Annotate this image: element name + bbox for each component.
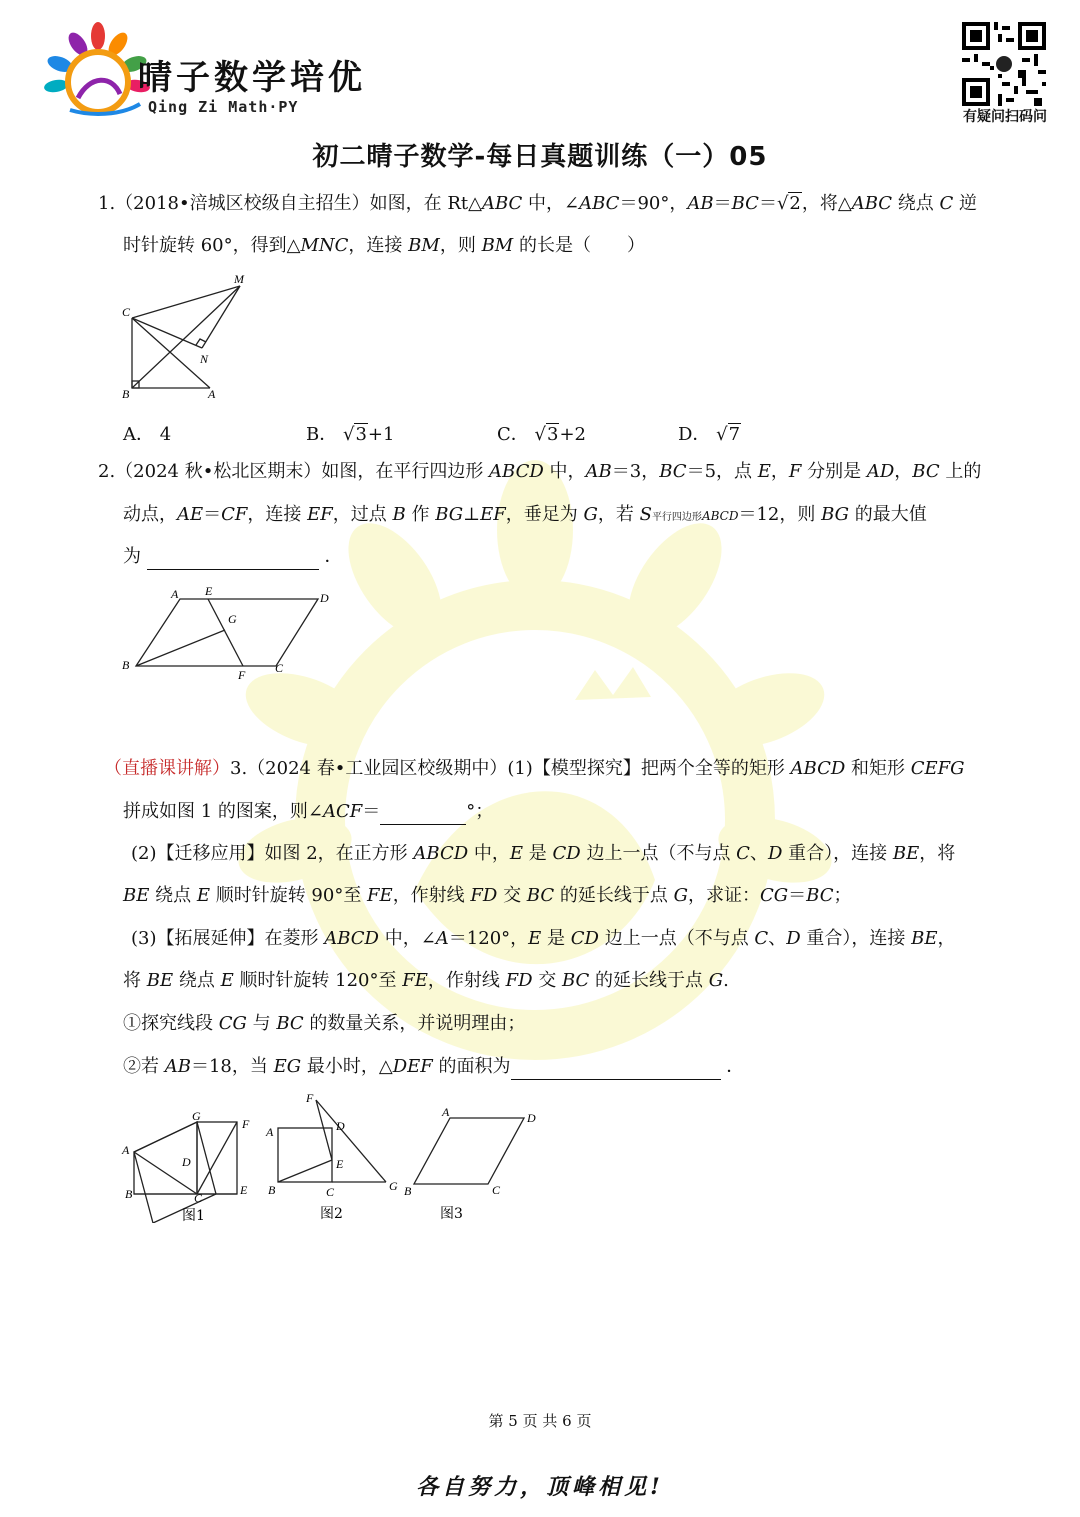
q2-line-2: 动点，AE＝CF，连接 EF，过点 B 作 BG⊥EF，垂足为 G，若 S平行四边形ABCD＝12，则 BG 的最大值 — [123, 504, 927, 525]
brand-name: 晴子数学培优 — [138, 58, 366, 98]
fig1-label-d: D — [182, 1155, 191, 1169]
q1-label-m: M — [234, 272, 244, 286]
fig2-label-g: G — [389, 1179, 398, 1193]
fig1-label-b: B — [125, 1187, 133, 1201]
q2-label-g: G — [228, 612, 237, 626]
q1-label-c: C — [122, 305, 131, 319]
q2-figure — [118, 582, 338, 682]
fig2-label-e: E — [336, 1157, 344, 1171]
page-title: 初二晴子数学-每日真题训练（一）05 — [312, 142, 768, 172]
q3-live-tag: （直播课讲解） — [104, 758, 230, 779]
q3-figure-1 — [118, 1108, 258, 1223]
q3-line-4: BE 绕点 E 顺时针旋转 90°至 FE，作射线 FD 交 BC 的延长线于点 G，求证：CG＝BC； — [123, 885, 852, 906]
fig1-label-c: C — [194, 1191, 203, 1205]
q2-label-f: F — [238, 668, 246, 682]
q3-line-2: 拼成如图 1 的图案，则∠ACF＝ °； — [123, 800, 493, 825]
q2-label-e: E — [205, 584, 213, 598]
motto: 各自努力，顶峰相见! — [416, 1474, 664, 1500]
q3-line-3: (2)【迁移应用】如图 2，在正方形 ABCD 中，E 是 CD 边上一点（不与点 C、D 重合），连接 BE，将 — [131, 843, 956, 864]
q3-line-8: ②若 AB＝18，当 EG 最小时，△DEF 的面积为 ． — [123, 1055, 744, 1080]
q1-choice-b[interactable]: B． √3+1 — [306, 424, 395, 445]
qr-caption: 有疑问扫码问 — [963, 109, 1047, 125]
q2-answer-blank[interactable] — [147, 545, 319, 570]
q3-angle-blank[interactable] — [380, 800, 466, 825]
q3-figure-2 — [262, 1090, 402, 1222]
q2-label-a: A — [171, 587, 179, 601]
q2-line-1: 2.（2024 秋•松北区期末）如图，在平行四边形 ABCD 中，AB＝3，BC＝5，点 E，F 分别是 AD，BC 上的 — [98, 461, 982, 482]
fig3-label-c: C — [492, 1183, 501, 1197]
fig2-label-d: D — [336, 1119, 345, 1133]
q2-label-d: D — [320, 591, 329, 605]
q3-line-1: （直播课讲解）3.（2024 春•工业园区校级期中）(1)【模型探究】把两个全等的矩形 ABCD 和矩形 CEFG — [104, 758, 965, 779]
fig1-label-e: E — [240, 1183, 248, 1197]
fig3-label-a: A — [442, 1105, 450, 1119]
fig3-label-d: D — [527, 1111, 536, 1125]
q3-line-6: 将 BE 绕点 E 顺时针旋转 120°至 FE，作射线 FD 交 BC 的延长线于点 G. — [123, 970, 729, 991]
q1-label-b: B — [122, 387, 130, 401]
q3-area-blank[interactable] — [511, 1055, 721, 1080]
fig1-label-a: A — [122, 1143, 130, 1157]
fig2-label-a: A — [266, 1125, 274, 1139]
q2-label-c: C — [275, 661, 284, 675]
fig2-label-b: B — [268, 1183, 276, 1197]
q1-label-a: A — [208, 387, 216, 401]
brand-subtitle: Qing Zi Math·PY — [148, 98, 299, 116]
q3-figure-3 — [402, 1102, 547, 1222]
q2-label-b: B — [122, 658, 130, 672]
fig1-label-f: F — [242, 1117, 250, 1131]
q3-line-5: (3)【拓展延伸】在菱形 ABCD 中，∠A＝120°，E 是 CD 边上一点（不与点 C、D 重合），连接 BE， — [131, 928, 956, 949]
fig2-label-f: F — [306, 1091, 314, 1105]
fig2-label-c: C — [326, 1185, 335, 1199]
page-number: 第 5 页 共 6 页 — [488, 1412, 592, 1430]
fig1-caption: 图1 — [182, 1208, 205, 1223]
q1-line-2: 时针旋转 60°，得到△MNC，连接 BM，则 BM 的长是（ ） — [123, 235, 645, 256]
fig2-caption: 图2 — [320, 1206, 343, 1222]
q1-figure — [118, 270, 258, 405]
fig1-label-g: G — [192, 1109, 201, 1123]
q1-choice-a[interactable]: A． 4 — [123, 424, 172, 445]
q1-choice-c[interactable]: C． √3+2 — [497, 424, 586, 445]
q1-line-1: 1.（2018•涪城区校级自主招生）如图，在 Rt△ABC 中，∠ABC＝90°，AB＝BC＝√2，将△ABC 绕点 C 逆 — [98, 193, 978, 214]
q1-label-n: N — [200, 352, 209, 366]
q3-line-7: ①探究线段 CG 与 BC 的数量关系，并说明理由； — [123, 1013, 526, 1034]
qr-code-icon[interactable] — [962, 22, 1046, 106]
q2-line-3: 为 ． — [123, 545, 342, 570]
q1-choice-d[interactable]: D． √7 — [678, 424, 741, 445]
fig3-label-b: B — [404, 1184, 412, 1198]
fig3-caption: 图3 — [440, 1206, 463, 1222]
